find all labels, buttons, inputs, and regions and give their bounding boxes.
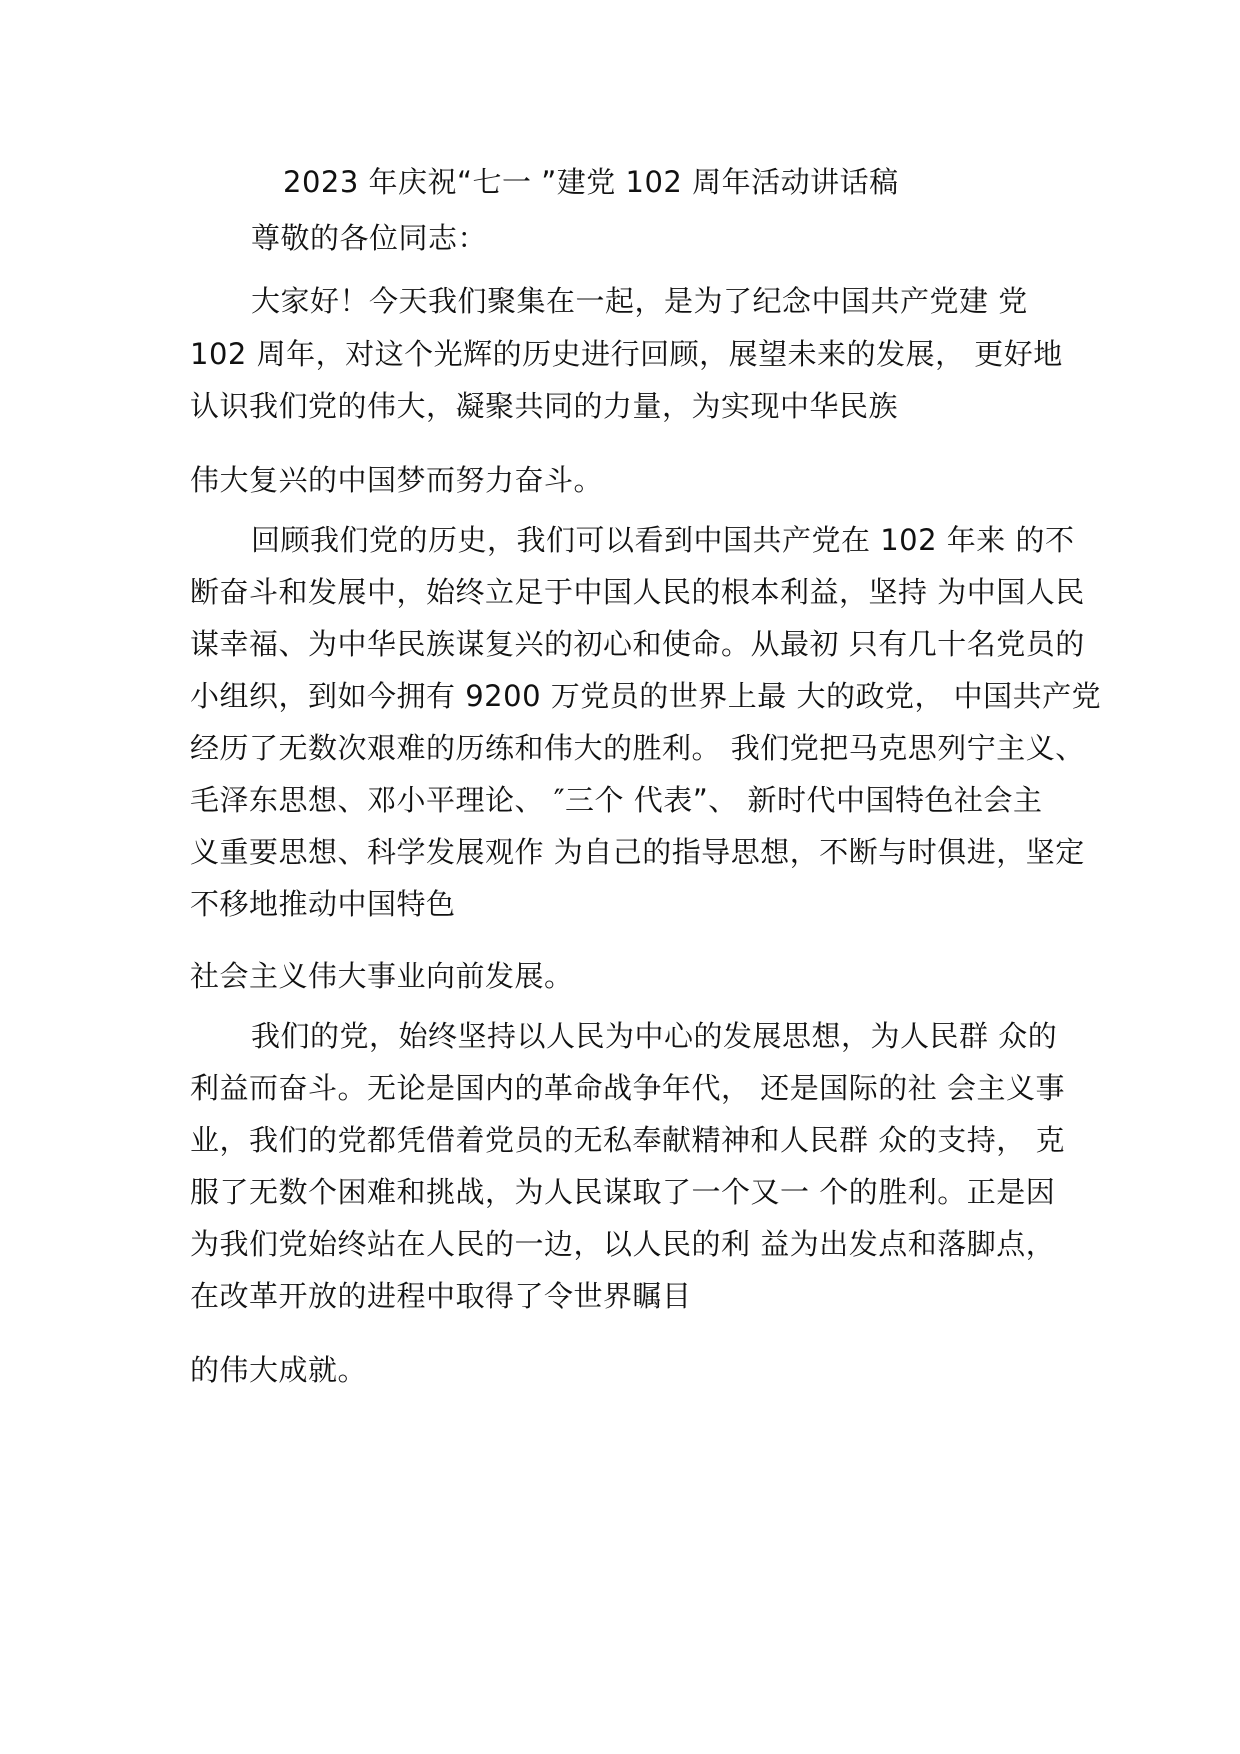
paragraph-line: 社会主义伟大事业向前发展。 [190,959,574,993]
paragraph-line: 大家好！今天我们聚集在一起，是为了纪念中国共产党建 党 [251,284,1028,318]
paragraph-line: 小组织，到如今拥有 9200 万党员的世界上最 大的政党， 中国共产党 [190,679,1102,713]
document-title: 2023 年庆祝“七一 ”建党 102 周年活动讲话稿 [283,165,899,199]
paragraph-line: 的伟大成就。 [190,1353,368,1387]
paragraph-line: 义重要思想、科学发展观作 为自己的指导思想，不断与时俱进，坚定 [190,835,1085,869]
paragraph-line: 102 周年，对这个光辉的历史进行回顾，展望未来的发展， 更好地 [190,337,1063,371]
paragraph-line: 我们的党，始终坚持以人民为中心的发展思想，为人民群 众的 [251,1019,1058,1053]
paragraph-line: 不移地推动中国特色 [190,887,456,921]
paragraph-line: 为我们党始终站在人民的一边，以人民的利 益为出发点和落脚点， [190,1227,1056,1261]
paragraph-line: 断奋斗和发展中，始终立足于中国人民的根本利益，坚持 为中国人民 [190,575,1085,609]
paragraph-line: 回顾我们党的历史，我们可以看到中国共产党在 102 年来 的不 [251,523,1075,557]
paragraph-line: 伟大复兴的中国梦而努力奋斗。 [190,463,604,497]
paragraph-line: 毛泽东思想、邓小平理论、 ″三个 代表”、 新时代中国特色社会主 [190,783,1043,817]
paragraph-line: 在改革开放的进程中取得了令世界瞩目 [190,1279,692,1313]
paragraph-line: 服了无数个困难和挑战，为人民谋取了一个又一 个的胜利。正是因 [190,1175,1056,1209]
paragraph-line: 谋幸福、为中华民族谋复兴的初心和使命。从最初 只有几十名党员的 [190,627,1085,661]
paragraph-line: 业，我们的党都凭借着党员的无私奉献精神和人民群 众的支持， 克 [190,1123,1065,1157]
paragraph-line: 认识我们党的伟大，凝聚共同的力量，为实现中华民族 [190,389,899,423]
salutation: 尊敬的各位同志： [251,221,488,255]
paragraph-line: 经历了无数次艰难的历练和伟大的胜利。 我们党把马克思列宁主义、 [190,731,1085,765]
paragraph-line: 利益而奋斗。无论是国内的革命战争年代， 还是国际的社 会主义事 [190,1071,1065,1105]
